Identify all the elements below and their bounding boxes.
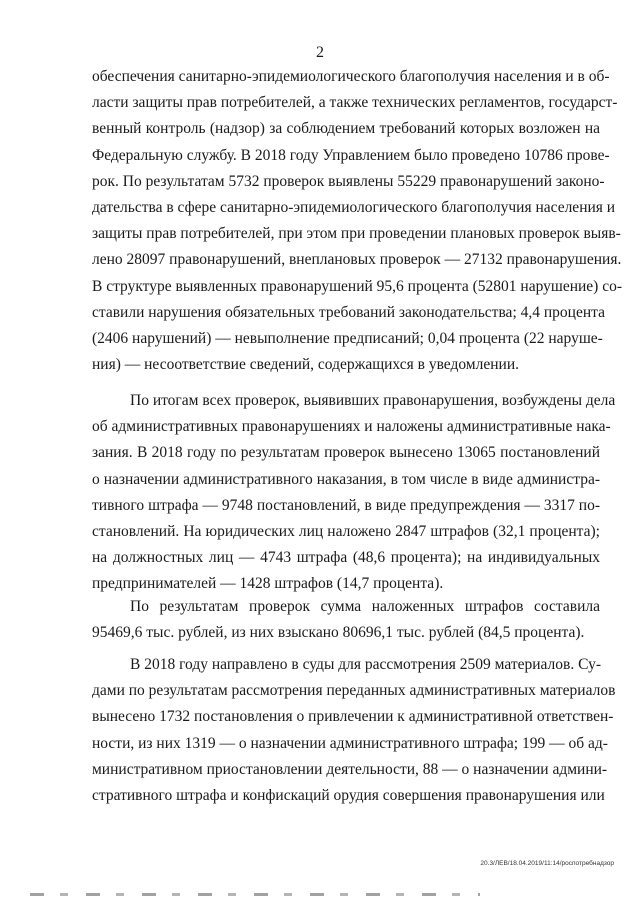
text-line: Федеральную службу. В 2018 году Управлением было проведено 10786 прове- <box>92 146 610 164</box>
text-line: защиты прав потребителей, при этом при проведении плановых проверок выяв- <box>92 225 621 243</box>
text-line: на должностных лиц — 4743 штрафа (48,6 процента); на индивидуальных <box>92 549 600 567</box>
text-line: министративном приостановлении деятельности, 88 — о назначении админи- <box>92 760 608 778</box>
text-line: В 2018 году направлено в суды для рассмотрения 2509 материалов. Су- <box>130 656 601 673</box>
text-line: дами по результатам рассмотрения переданных административных материалов <box>92 682 616 700</box>
text-line: ласти защиты прав потребителей, а также технических регламентов, государст- <box>92 94 618 112</box>
text-line: В структуре выявленных правонарушений 95,6 процента (52801 нарушение) со- <box>92 277 623 295</box>
text-line: об административных правонарушениях и наложены административные нака- <box>92 418 611 436</box>
page-number: 2 <box>316 44 324 61</box>
text-line: предпринимателей — 1428 штрафов (14,7 процента). <box>92 575 444 593</box>
scan-marks <box>30 893 480 896</box>
text-line: становлений. На юридических лиц наложено 2847 штрафов (32,1 процента); <box>92 523 600 540</box>
text-line: ставили нарушения обязательных требований законодательства; 4,4 процента <box>92 303 605 321</box>
text-line: дательства в сфере санитарно-эпидемиологического благополучия населения и <box>92 199 616 216</box>
text-line: 95469,6 тыс. рублей, из них взыскано 80696,1 тыс. рублей (84,5 процента). <box>92 624 585 642</box>
text-line: (2406 нарушений) — невыполнение предписаний; 0,04 процента (22 наруше- <box>92 330 603 347</box>
text-line: стративного штрафа и конфискаций орудия совершения правонарушения или <box>92 787 605 804</box>
footer-stamp: 20.3/ЛЕВ/18.04.2019/11:14/роспотребнадзор <box>480 860 614 867</box>
text-line: ния) — несоответствие сведений, содержащихся в уведомлении. <box>92 356 519 374</box>
text-line: вынесено 1732 постановления о привлечении к административной ответствен- <box>92 708 614 726</box>
text-line: По итогам всех проверок, выявивших правонарушения, возбуждены дела <box>130 392 616 409</box>
text-line: лено 28097 правонарушений, внеплановых проверок — 27132 правонарушения. <box>92 251 622 269</box>
text-line: ности, из них 1319 — о назначении административного штрафа; 199 — об ад- <box>92 734 608 752</box>
text-line: рок. По результатам 5732 проверок выявлены 55229 правонарушений законо- <box>92 172 605 190</box>
text-line: тивного штрафа — 9748 постановлений, в виде предупреждения — 3317 по- <box>92 496 600 514</box>
text-line: зания. В 2018 году по результатам проверок вынесено 13065 постановлений <box>92 444 600 462</box>
text-line: обеспечения санитарно-эпидемиологического благополучия населения и в об- <box>92 68 610 85</box>
text-line: По результатам проверок сумма наложенных штрафов составила <box>130 598 600 615</box>
text-line: венный контроль (надзор) за соблюдением требований которых возложен на <box>92 120 600 138</box>
text-line: о назначении административного наказания, в том числе в виде администра- <box>92 470 600 488</box>
